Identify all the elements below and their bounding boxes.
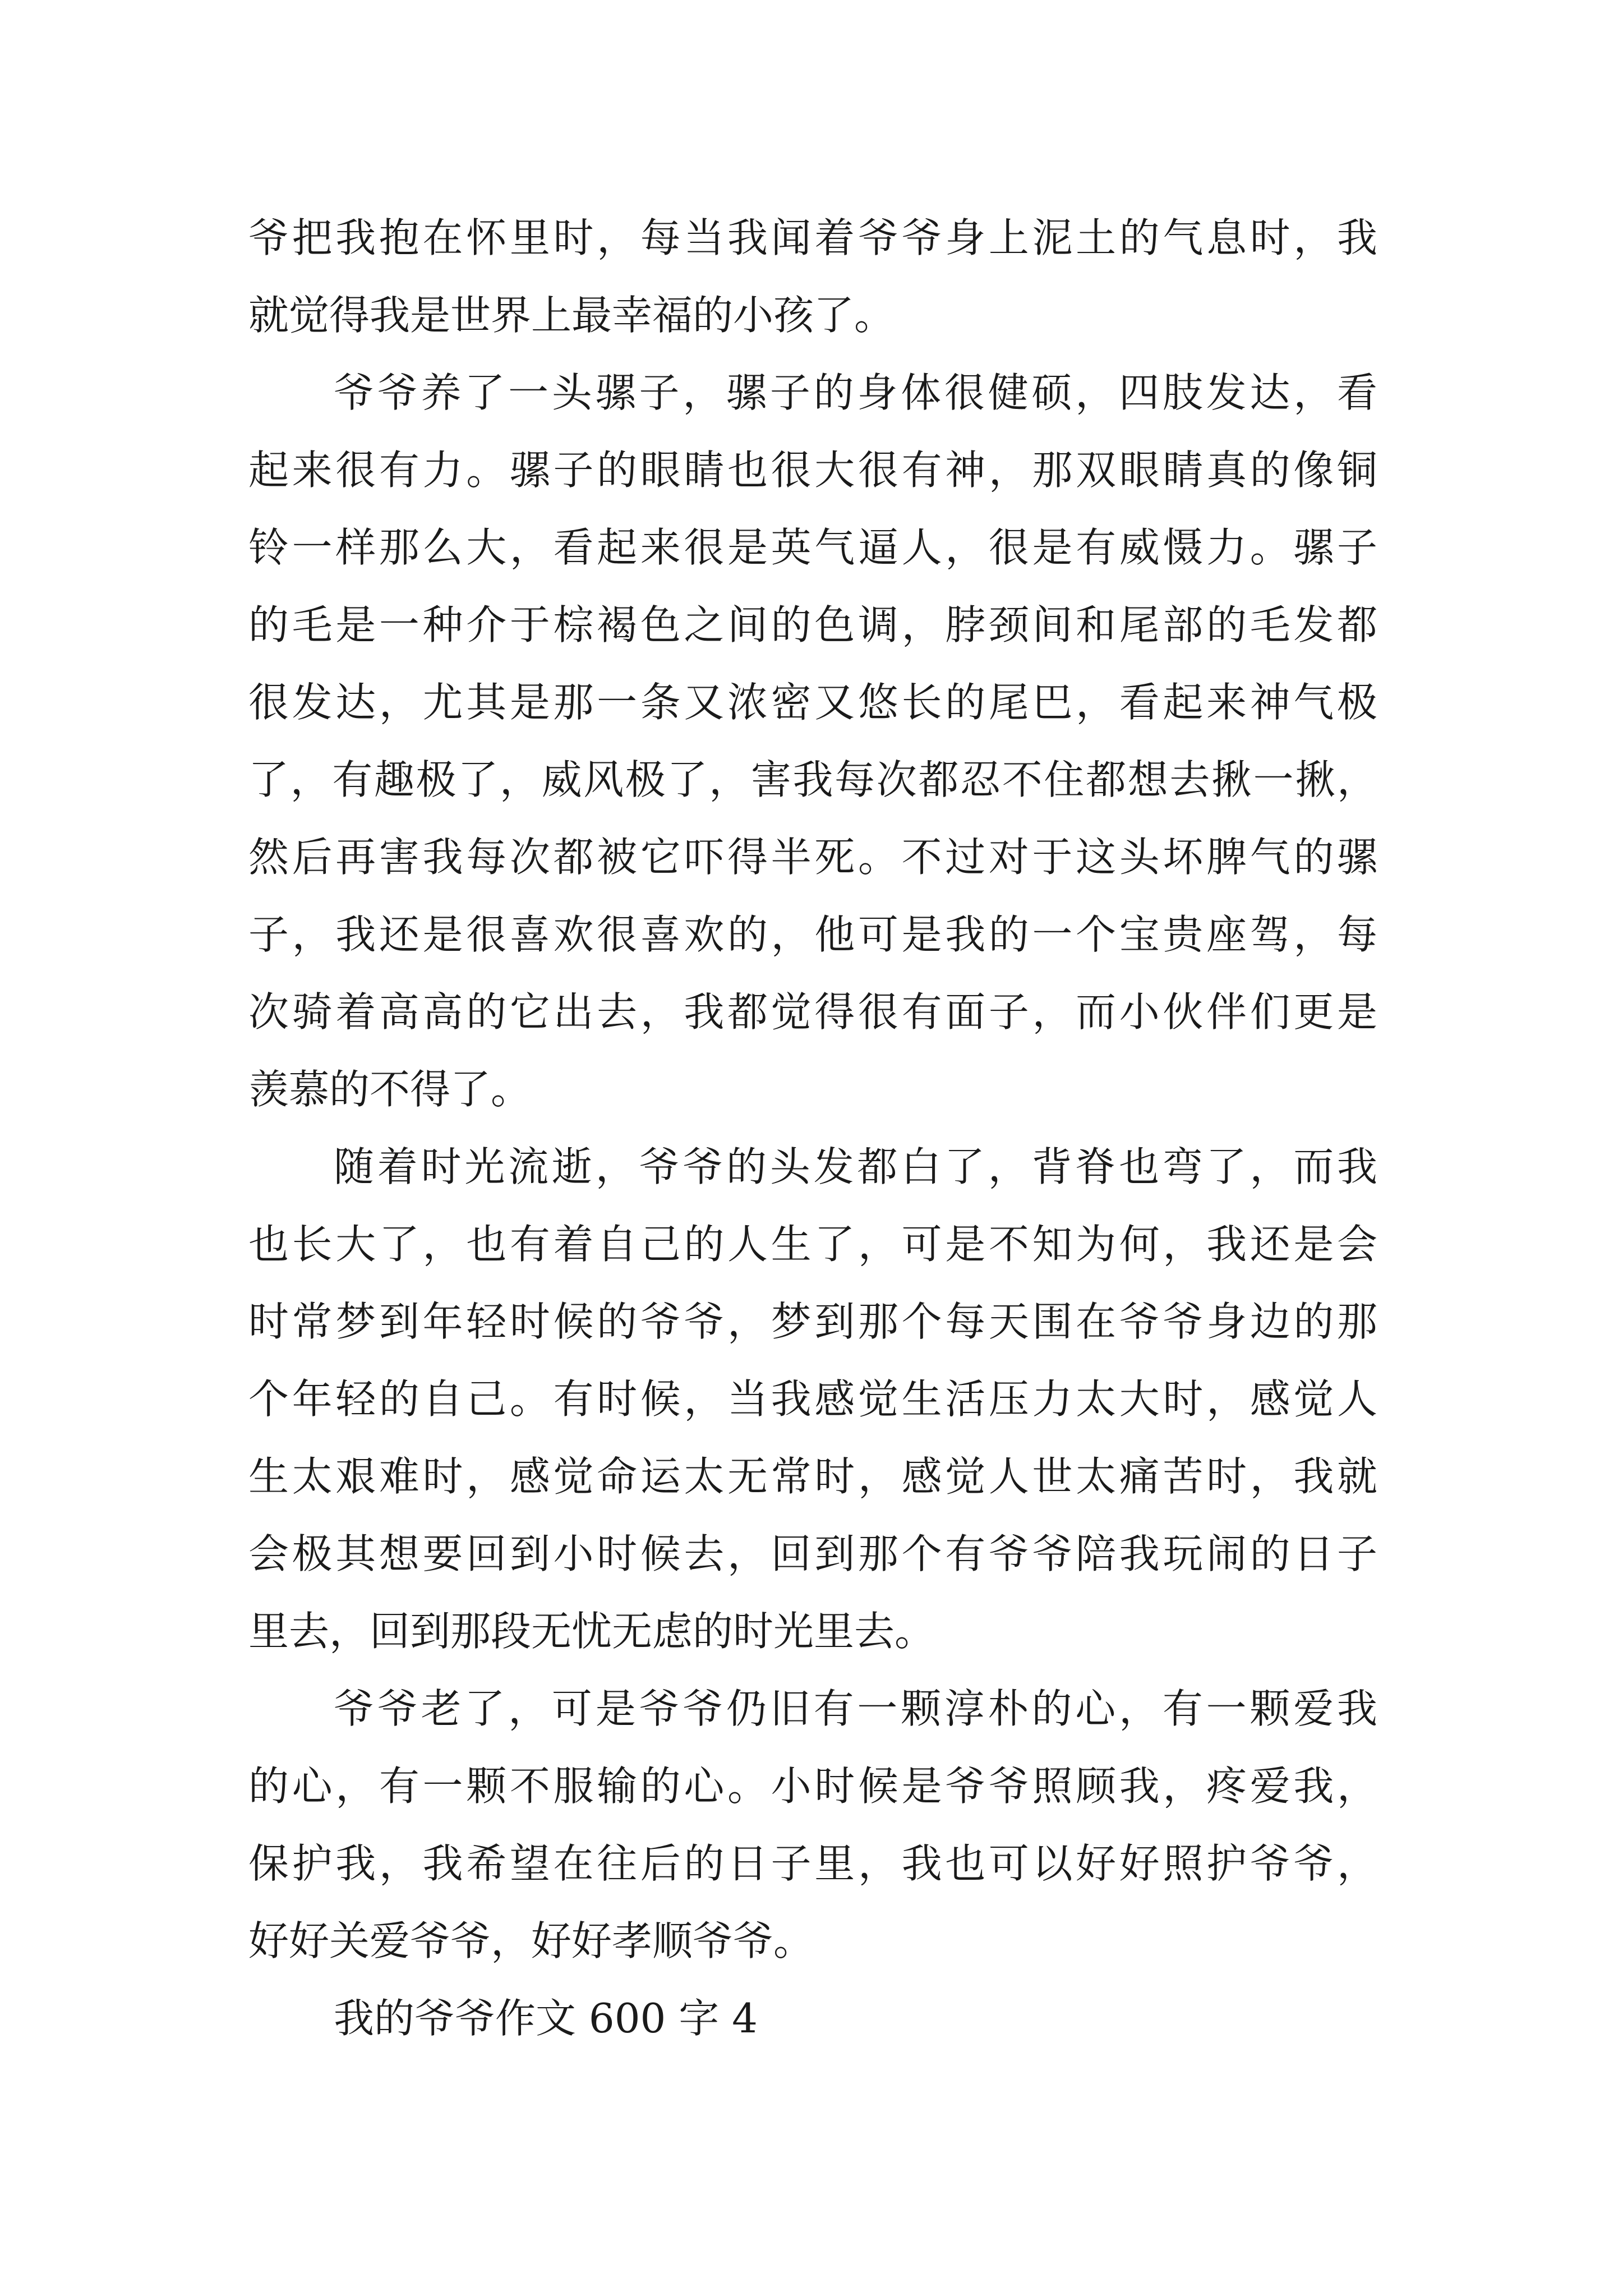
paragraph-2-line-9: 次骑着高高的它出去，我都觉得很有面子，而小伙伴们更是 — [248, 988, 1377, 1036]
paragraph-3-line-7: 里去，回到那段无忧无虑的时光里去。 — [248, 1608, 935, 1655]
paragraph-4-line-3: 保护我，我希望在往后的日子里，我也可以好好照护爷爷， — [248, 1840, 1377, 1887]
paragraph-3-line-6: 会极其想要回到小时候去，回到那个有爷爷陪我玩闹的日子 — [248, 1530, 1377, 1577]
paragraph-3-line-2: 也长大了，也有着自己的人生了，可是不知为何，我还是会 — [248, 1221, 1377, 1268]
paragraph-2-line-7: 然后再害我每次都被它吓得半死。不过对于这头坏脾气的骡 — [248, 834, 1377, 881]
paragraph-4-line-2: 的心，有一颗不服输的心。小时候是爷爷照顾我，疼爱我， — [248, 1763, 1377, 1810]
paragraph-2-line-5: 很发达，尤其是那一条又浓密又悠长的尾巴，看起来神气极 — [248, 679, 1377, 726]
paragraph-2-line-8: 子，我还是很喜欢很喜欢的，他可是我的一个宝贵座驾，每 — [248, 911, 1377, 958]
paragraph-2-line-4: 的毛是一种介于棕褐色之间的色调，脖颈间和尾部的毛发都 — [248, 601, 1377, 648]
paragraph-3-line-5: 生太艰难时，感觉命运太无常时，感觉人世太痛苦时，我就 — [248, 1453, 1377, 1500]
paragraph-2-line-2: 起来很有力。骡子的眼睛也很大很有神，那双眼睛真的像铜 — [248, 447, 1377, 494]
next-essay-heading: 我的爷爷作文 600 字 4 — [334, 1995, 758, 2042]
paragraph-1-line-2: 就觉得我是世界上最幸福的小孩了。 — [248, 292, 895, 339]
paragraph-2-line-10: 羡慕的不得了。 — [248, 1066, 532, 1113]
paragraph-3-line-4: 个年轻的自己。有时候，当我感觉生活压力太大时，感觉人 — [248, 1375, 1377, 1423]
paragraph-2-line-6: 了，有趣极了，威风极了，害我每次都忍不住都想去揪一揪， — [248, 756, 1377, 803]
document-body — [248, 199, 1377, 2057]
paragraph-1-line-1: 爷把我抱在怀里时，每当我闻着爷爷身上泥土的气息时，我 — [248, 214, 1377, 261]
paragraph-2-line-3: 铃一样那么大，看起来很是英气逼人，很是有威慑力。骡子 — [248, 524, 1377, 571]
paragraph-3-line-1: 随着时光流逝，爷爷的头发都白了，背脊也弯了，而我 — [334, 1143, 1377, 1190]
paragraph-3-line-3: 时常梦到年轻时候的爷爷，梦到那个每天围在爷爷身边的那 — [248, 1298, 1377, 1345]
paragraph-4-line-4: 好好关爱爷爷，好好孝顺爷爷。 — [248, 1917, 814, 1964]
paragraph-2-line-1: 爷爷养了一头骡子，骡子的身体很健硕，四肢发达，看 — [334, 369, 1377, 416]
paragraph-4-line-1: 爷爷老了，可是爷爷仍旧有一颗淳朴的心，有一颗爱我 — [334, 1685, 1377, 1732]
